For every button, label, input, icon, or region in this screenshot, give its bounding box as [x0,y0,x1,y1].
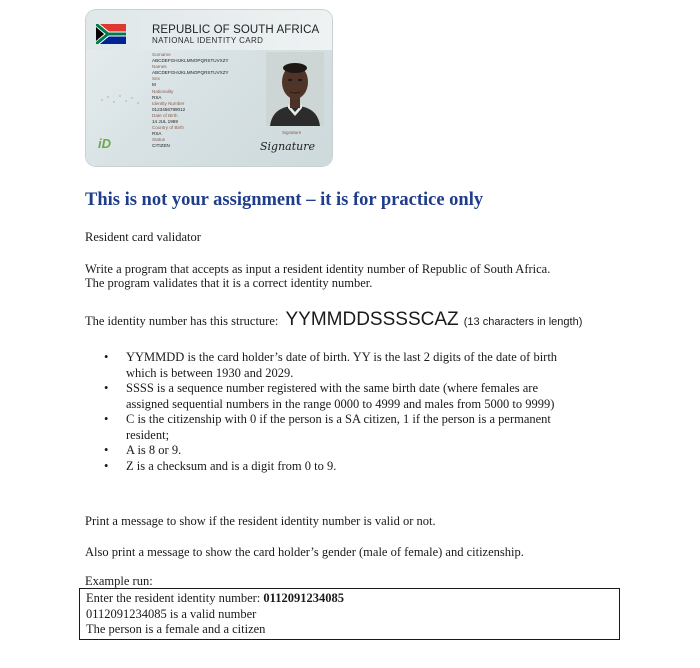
bullet-icon: • [104,350,109,364]
card-signature-label: Signature [282,130,302,135]
bullet-icon: • [104,458,109,473]
list-item-line: YYMMDD is the card holder’s date of birth. YY is the last 2 digits of the date of birth [126,350,558,364]
instruction-2: Also print a message to show the card holder’s gender (male of female) and citizenship. [85,545,524,559]
list-item-line: resident; [126,427,170,442]
intro-line-2: The program validates that it is a correct identity number. [85,276,373,290]
card-field-label: Names [152,64,167,70]
instruction-1: Print a message to show if the resident identity number is valid or not. [85,514,436,528]
bullet-icon: • [104,412,109,426]
list-item-line: assigned sequential numbers in the range 0000 to 4999 and males from 5000 to 9999) [126,396,555,411]
card-field-value: ABCDEFGHIJKLMNOPQRSTUVXZY [152,58,229,64]
card-field-value: ABCDEFGHIJKLMNOPQRSTUVXZY [152,70,229,76]
bullet-icon: • [104,381,109,395]
example-label: Example run: [85,574,153,588]
list-item [104,443,624,459]
card-field-value: CITIZEN [152,143,170,149]
card-field-label: Surname [152,52,171,57]
list-item [104,381,624,412]
list-item [104,412,624,443]
example-line-3: The person is a female and a citizen [86,622,266,636]
practice-heading: This is not your assignment – it is for practice only [85,190,484,210]
example-line-2: 0112091234085 is a valid number [86,606,257,621]
card-field-label: Status [152,137,166,143]
list-item-line: A is 8 or 9. [126,443,182,457]
rules-list [104,350,624,474]
card-doc-type: NATIONAL IDENTITY CARD [152,36,264,45]
example-run-box [79,588,620,640]
list-item-line: SSSS is a sequence number registered with the same birth date (where females are [126,381,539,395]
card-field-label: Sex [152,76,160,82]
card-holder-photo [266,52,324,126]
card-field-value: 14 JUL 1969 [152,119,178,125]
intro-line-1: Write a program that accepts as input a resident identity number of Republic of South Africa. [85,262,551,276]
list-item [104,459,624,475]
structure-line [85,309,582,331]
card-field-value: 0123456789012 [152,106,186,112]
card-field-value: RSA [152,94,162,100]
card-country: REPUBLIC OF SOUTH AFRICA [152,24,320,36]
card-field-value: RSA [152,131,162,137]
id-logo: iD [98,136,111,151]
structure-length-note: (13 characters in length) [463,316,583,328]
card-field-label: Nationality [152,88,174,94]
card-field-label: Country of Birth [152,125,184,131]
card-field-label: Identity Number [152,100,185,106]
bullet-icon: • [104,443,109,457]
structure-lead: The identity number has this structure: [85,314,279,328]
example-input: 0112091234085 [263,591,344,605]
card-signature: Signature [260,140,316,153]
list-item [104,350,624,381]
list-item-line: Z is a checksum and is a digit from 0 to 9. [126,458,337,473]
card-field-label: Date of Birth [152,112,178,118]
example-line-1 [86,591,613,607]
card-security-pattern [96,80,156,120]
id-card-image [86,10,332,166]
south-africa-flag-icon [96,24,126,44]
card-fields [152,52,229,150]
card-field-value: M [152,82,156,88]
example-prompt: Enter the resident identity number: [86,591,264,605]
document-title: Resident card validator [85,230,201,244]
structure-code: YYMMDDSSSSCAZ [285,309,459,330]
list-item-line: which is between 1930 and 2029. [126,365,294,380]
list-item-line: C is the citizenship with 0 if the person is a SA citizen, 1 if the person is a permanent [126,412,551,426]
